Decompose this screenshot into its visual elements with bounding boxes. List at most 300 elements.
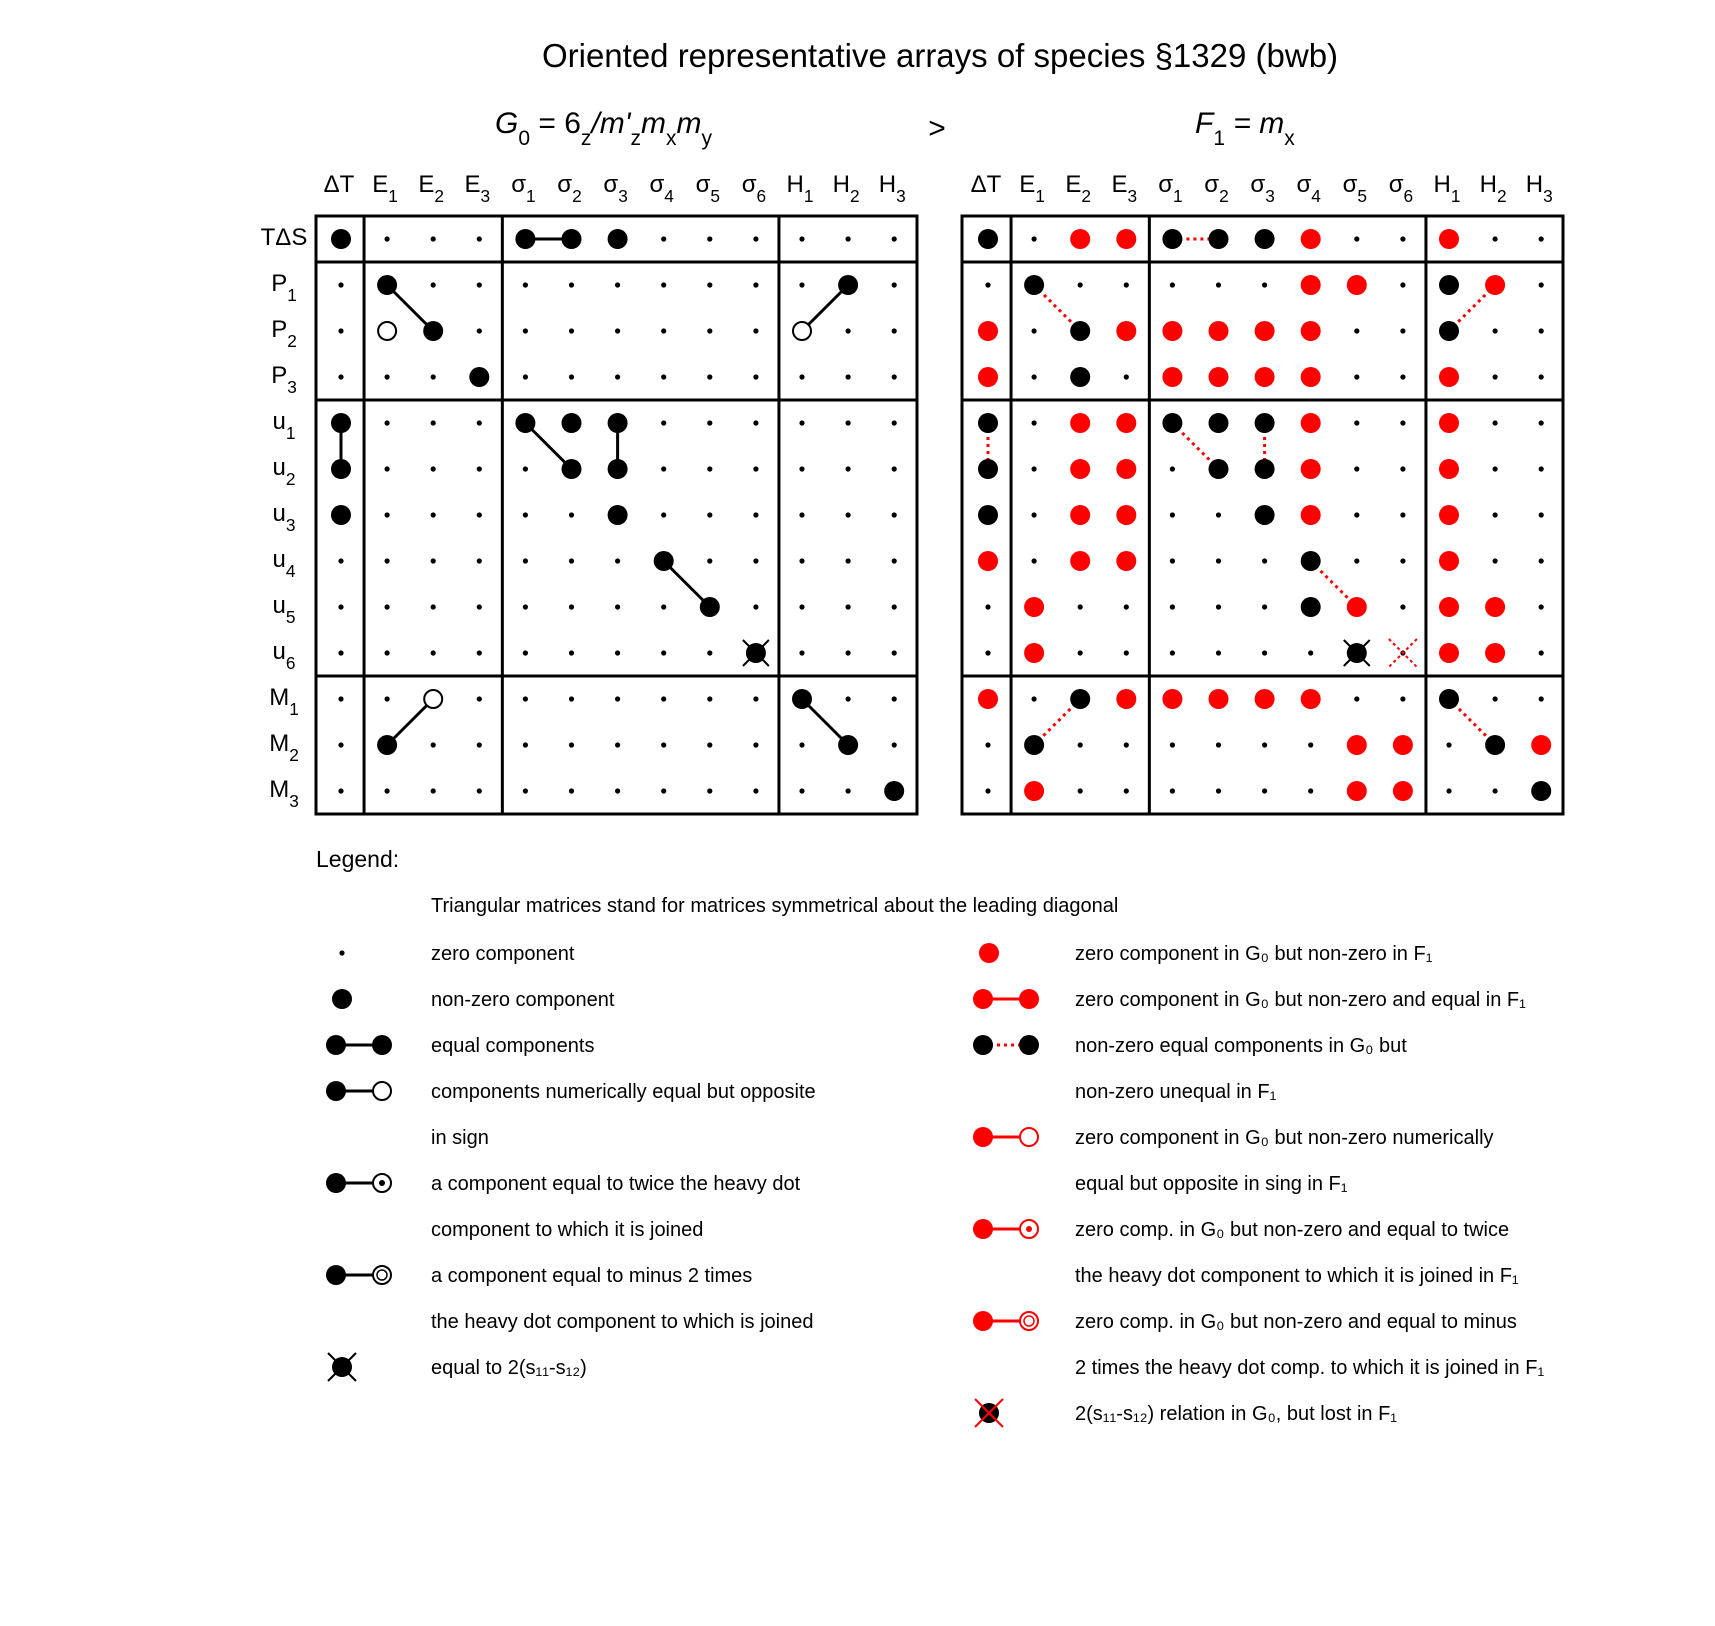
left-open-dot (378, 322, 396, 340)
legend (316, 846, 1544, 1427)
left-zero-dot (338, 604, 343, 609)
right-red-dot (1116, 459, 1136, 479)
left-zero-dot (477, 558, 482, 563)
left-zero-dot (707, 466, 712, 471)
left-nonzero-dot (331, 229, 351, 249)
right-entry-text: the heavy dot component to which it is joined in F₁ (1075, 1265, 1519, 1287)
right-red-dot (1301, 275, 1321, 295)
right-zero-dot (1400, 328, 1405, 333)
left-zero-dot (523, 788, 528, 793)
col-header-left-sub: 2 (849, 186, 860, 206)
left-zero-dot (753, 328, 758, 333)
right-red-dot (1301, 505, 1321, 525)
col-header-left-main: σ (695, 171, 711, 198)
col-header-right-main: E (1111, 171, 1128, 198)
left-nonzero-dot (838, 275, 858, 295)
left-zero-dot (661, 328, 666, 333)
left-entry-text: components numerically equal but opposite (431, 1081, 816, 1103)
left-zero-dot (569, 788, 574, 793)
left-zero-dot (799, 420, 804, 425)
left-zero-dot (753, 282, 758, 287)
left-open-dot (793, 322, 811, 340)
row-label (261, 224, 308, 251)
left-zero-dot (799, 742, 804, 747)
legend-nonzero-icon (332, 989, 352, 1009)
right-nonzero-dot (1485, 735, 1505, 755)
left-zero-dot (753, 696, 758, 701)
col-header-left (418, 171, 444, 206)
right-zero-dot (1032, 328, 1037, 333)
left-nonzero-dot (608, 413, 628, 433)
col-header-right-sub: 5 (1357, 186, 1368, 206)
left-entry-text: non-zero component (431, 989, 615, 1011)
left-zero-dot (846, 236, 851, 241)
right-red-dot (1485, 643, 1505, 663)
legend-heading: Legend: (316, 846, 400, 872)
col-header-left-main: σ (603, 171, 619, 198)
right-zero-dot (1262, 650, 1267, 655)
left-zero-dot (431, 650, 436, 655)
col-header-right (1389, 171, 1413, 206)
right-red-dot (1255, 367, 1275, 387)
left-zero-dot (707, 742, 712, 747)
right-nonzero-dot (1209, 459, 1229, 479)
col-header-left-sub: 3 (896, 186, 906, 206)
left-zero-dot (385, 420, 390, 425)
right-red-dot (1162, 321, 1182, 341)
right-red-dot (1301, 321, 1321, 341)
legend-red-twice-icon (1026, 1226, 1032, 1232)
right-zero-dot (1400, 282, 1405, 287)
col-header-left-main: H (832, 171, 850, 198)
col-header-left-main: σ (649, 171, 665, 198)
left-zero-dot (799, 466, 804, 471)
right-red-dot (1116, 505, 1136, 525)
left-zero-dot (892, 650, 897, 655)
row-label (269, 776, 299, 811)
col-header-right (1526, 171, 1553, 206)
right-red-dot (978, 689, 998, 709)
left-zero-dot (569, 282, 574, 287)
right-zero-dot (1400, 558, 1405, 563)
right-nonzero-dot (1439, 689, 1459, 709)
row-label-sub: 1 (285, 423, 296, 443)
left-zero-dot (569, 328, 574, 333)
right-red-dot (1116, 229, 1136, 249)
right-zero-dot (1539, 466, 1544, 471)
left-zero-dot (892, 466, 897, 471)
right-zero-dot (985, 742, 990, 747)
left-nonzero-dot (792, 689, 812, 709)
left-zero-dot (661, 604, 666, 609)
right-red-dot (1162, 689, 1182, 709)
row-label-main: TΔS (260, 224, 308, 251)
left-zero-dot (523, 742, 528, 747)
left-zero-dot (707, 420, 712, 425)
row-label-sub: 3 (285, 515, 296, 535)
col-header-right (1343, 171, 1367, 206)
row-label-main: M (269, 684, 290, 711)
col-header-left-sub: 3 (480, 186, 491, 206)
row-label-sub: 3 (289, 791, 299, 811)
left-zero-dot (569, 374, 574, 379)
left-zero-dot (799, 374, 804, 379)
right-red-dot (1485, 597, 1505, 617)
col-header-left-main: H (786, 171, 804, 198)
right-zero-dot (1539, 374, 1544, 379)
right-zero-dot (1078, 788, 1083, 793)
row-label-main: M (269, 776, 290, 803)
right-red-dot (1209, 689, 1229, 709)
right-red-dot (1116, 689, 1136, 709)
col-header-right-sub: 1 (1450, 186, 1461, 206)
right-zero-dot (1539, 650, 1544, 655)
right-zero-dot (1400, 466, 1405, 471)
left-zero-dot (477, 282, 482, 287)
left-zero-dot (892, 558, 897, 563)
legend-red-opposite-icon (1020, 1128, 1038, 1146)
row-label-main: u (272, 592, 286, 619)
col-header-right-sub: 3 (1127, 186, 1138, 206)
col-header-left-main: E (418, 171, 435, 198)
row-label-sub: 6 (285, 653, 296, 673)
left-entry-text: in sign (431, 1127, 489, 1149)
right-red-dot (1162, 367, 1182, 387)
left-zero-dot (338, 788, 343, 793)
right-nonzero-dot (1070, 367, 1090, 387)
col-header-right (1158, 171, 1182, 206)
legend-dotted-icon (973, 1035, 993, 1055)
left-zero-dot (846, 328, 851, 333)
right-zero-dot (1493, 328, 1498, 333)
right-zero-dot (1354, 236, 1359, 241)
left-zero-dot (615, 650, 620, 655)
right-entry-text: zero component in G₀ but non-zero and equal in F₁ (1075, 989, 1526, 1011)
left-zero-dot (431, 466, 436, 471)
left-zero-dot (661, 696, 666, 701)
col-header-left (511, 171, 535, 206)
row-label (271, 362, 297, 397)
left-zero-dot (753, 374, 758, 379)
row-label-sub: 2 (285, 469, 296, 489)
left-zero-dot (477, 328, 482, 333)
left-zero-dot (431, 788, 436, 793)
left-zero-dot (892, 696, 897, 701)
right-zero-dot (1032, 466, 1037, 471)
right-zero-dot (1354, 558, 1359, 563)
right-zero-dot (1539, 604, 1544, 609)
right-red-dot (1070, 229, 1090, 249)
left-zero-dot (338, 696, 343, 701)
col-header-right (1204, 171, 1228, 206)
right-zero-dot (1446, 788, 1451, 793)
left-zero-dot (892, 604, 897, 609)
left-zero-dot (707, 236, 712, 241)
legend-red-equal-icon (1019, 989, 1039, 1009)
left-nonzero-dot (562, 229, 582, 249)
left-zero-dot (892, 742, 897, 747)
col-header-left-sub: 4 (664, 186, 674, 206)
right-red-dot (1439, 597, 1459, 617)
right-zero-dot (1124, 742, 1129, 747)
right-nonzero-dot (1209, 413, 1229, 433)
row-label-main: u (272, 408, 286, 435)
left-zero-dot (661, 282, 666, 287)
col-header-left-sub: 2 (572, 186, 582, 206)
left-zero-dot (753, 742, 758, 747)
row-label-sub: 1 (289, 699, 299, 719)
left-zero-dot (523, 374, 528, 379)
right-zero-dot (1308, 788, 1313, 793)
right-nonzero-dot (1024, 735, 1044, 755)
col-header-left-main: σ (557, 171, 573, 198)
left-nonzero-dot (884, 781, 904, 801)
right-zero-dot (1078, 604, 1083, 609)
right-nonzero-dot (1439, 275, 1459, 295)
col-header-left (324, 171, 355, 198)
left-zero-dot (523, 558, 528, 563)
right-red-dot (1301, 229, 1321, 249)
right-zero-dot (1539, 282, 1544, 287)
right-zero-dot (1493, 374, 1498, 379)
right-zero-dot (1170, 282, 1175, 287)
row-label-sub: 1 (287, 285, 297, 305)
col-header-right-main: ΔT (970, 171, 1002, 198)
right-zero-dot (1216, 604, 1221, 609)
row-label-main: u (272, 638, 286, 665)
col-header-right-main: E (1019, 171, 1036, 198)
left-zero-dot (431, 374, 436, 379)
left-zero-dot (569, 604, 574, 609)
right-zero-dot (1354, 420, 1359, 425)
left-zero-dot (477, 696, 482, 701)
col-header-right-sub: 1 (1173, 186, 1183, 206)
col-header-left (787, 171, 814, 206)
right-zero-dot (1493, 558, 1498, 563)
col-header-right-main: E (1065, 171, 1082, 198)
row-label (271, 316, 297, 351)
row-label-sub: 2 (287, 331, 297, 351)
row-label (269, 684, 299, 719)
row-label-main: P (271, 316, 288, 343)
legend-red-equal-icon (973, 989, 993, 1009)
right-zero-dot (1032, 374, 1037, 379)
left-zero-dot (477, 650, 482, 655)
right-red-dot (1024, 643, 1044, 663)
left-nonzero-dot (423, 321, 443, 341)
left-zero-dot (661, 788, 666, 793)
left-zero-dot (569, 558, 574, 563)
left-nonzero-dot (562, 459, 582, 479)
row-label-sub: 3 (287, 377, 297, 397)
legend-twice-icon (326, 1173, 346, 1193)
right-zero-dot (1400, 512, 1405, 517)
left-zero-dot (385, 236, 390, 241)
right-zero-dot (1216, 650, 1221, 655)
col-header-right-main: σ (1388, 171, 1404, 198)
right-zero-dot (985, 282, 990, 287)
right-zero-dot (1124, 650, 1129, 655)
col-header-right-sub: 2 (1081, 186, 1092, 206)
right-zero-dot (1493, 788, 1498, 793)
right-red-dot (1024, 781, 1044, 801)
row-label (273, 546, 296, 581)
col-header-right (1480, 171, 1507, 206)
diagram-title: Oriented representative arrays of species §1329 (bwb) (541, 37, 1339, 74)
left-zero-dot (753, 466, 758, 471)
left-zero-dot (892, 512, 897, 517)
left-zero-dot (385, 604, 390, 609)
right-zero-dot (1170, 788, 1175, 793)
row-label (271, 270, 297, 305)
left-zero-dot (523, 512, 528, 517)
row-label-main: u (272, 546, 286, 573)
left-zero-dot (615, 374, 620, 379)
right-zero-dot (985, 788, 990, 793)
right-nonzero-dot (978, 413, 998, 433)
legend-twice-icon (379, 1180, 385, 1186)
legend-red-minus2-icon (1020, 1312, 1038, 1330)
left-zero-dot (753, 420, 758, 425)
right-red-dot (1393, 735, 1413, 755)
left-zero-dot (477, 788, 482, 793)
col-header-left-main: σ (511, 171, 527, 198)
col-header-right (971, 171, 1002, 198)
right-zero-dot (1400, 604, 1405, 609)
left-zero-dot (707, 696, 712, 701)
right-red-dot (1347, 275, 1367, 295)
col-header-right (1434, 171, 1461, 206)
col-header-right-main: H (1479, 171, 1497, 198)
col-header-left (372, 171, 398, 206)
col-header-left-sub: 1 (388, 186, 398, 206)
col-header-right-main: σ (1204, 171, 1220, 198)
left-nonzero-dot (608, 505, 628, 525)
left-zero-dot (477, 742, 482, 747)
col-header-left-sub: 1 (526, 186, 536, 206)
col-header-left (696, 171, 720, 206)
left-zero-dot (431, 604, 436, 609)
row-label-main: u (272, 500, 286, 527)
left-zero-dot (799, 650, 804, 655)
right-red-dot (1347, 735, 1367, 755)
left-zero-dot (707, 558, 712, 563)
left-entry-text: equal to 2(s₁₁-s₁₂) (431, 1357, 587, 1379)
col-header-right (1250, 171, 1274, 206)
left-zero-dot (615, 696, 620, 701)
left-zero-dot (846, 512, 851, 517)
left-zero-dot (385, 374, 390, 379)
left-zero-dot (385, 788, 390, 793)
left-zero-dot (661, 650, 666, 655)
right-red-dot (1116, 551, 1136, 571)
right-red-dot (1301, 367, 1321, 387)
left-nonzero-dot (608, 229, 628, 249)
left-zero-dot (707, 650, 712, 655)
right-zero-dot (1354, 328, 1359, 333)
right-red-dot (1439, 459, 1459, 479)
right-zero-dot (1262, 604, 1267, 609)
right-zero-dot (1170, 742, 1175, 747)
left-zero-dot (431, 282, 436, 287)
right-zero-dot (1078, 282, 1083, 287)
right-zero-dot (1216, 788, 1221, 793)
left-zero-dot (753, 604, 758, 609)
right-zero-dot (1539, 558, 1544, 563)
right-zero-dot (1262, 788, 1267, 793)
left-zero-dot (477, 604, 482, 609)
right-red-dot (1301, 413, 1321, 433)
left-zero-dot (707, 374, 712, 379)
left-zero-dot (707, 788, 712, 793)
col-header-right-main: σ (1342, 171, 1358, 198)
col-header-right-sub: 6 (1403, 186, 1414, 206)
right-zero-dot (1078, 650, 1083, 655)
left-zero-dot (615, 604, 620, 609)
right-zero-dot (1493, 512, 1498, 517)
row-label-sub: 2 (289, 745, 299, 765)
col-header-right-sub: 4 (1311, 186, 1321, 206)
right-zero-dot (1124, 374, 1129, 379)
right-zero-dot (1170, 512, 1175, 517)
left-zero-dot (661, 512, 666, 517)
left-zero-dot (477, 512, 482, 517)
col-header-right (1296, 171, 1321, 206)
col-header-right-main: σ (1250, 171, 1266, 198)
left-nonzero-dot (515, 413, 535, 433)
right-red-dot (1439, 229, 1459, 249)
legend-zero-icon (339, 950, 344, 955)
right-zero-dot (1493, 420, 1498, 425)
right-nonzero-dot (1301, 597, 1321, 617)
left-entry-text: a component equal to minus 2 times (431, 1265, 753, 1287)
right-zero-dot (1262, 282, 1267, 287)
right-zero-dot (1493, 696, 1498, 701)
left-zero-dot (431, 420, 436, 425)
left-zero-dot (615, 282, 620, 287)
right-zero-dot (1539, 512, 1544, 517)
col-header-left-sub: 2 (434, 186, 445, 206)
left-zero-dot (477, 466, 482, 471)
right-entry-text: zero component in G₀ but non-zero numerically (1075, 1127, 1494, 1149)
legend-red-minus2-icon (973, 1311, 993, 1331)
right-zero-dot (1400, 236, 1405, 241)
right-red-dot (978, 367, 998, 387)
left-zero-dot (892, 328, 897, 333)
right-zero-dot (985, 604, 990, 609)
left-zero-dot (338, 558, 343, 563)
right-zero-dot (1308, 742, 1313, 747)
col-header-left-main: E (372, 171, 389, 198)
left-zero-dot (431, 236, 436, 241)
col-header-right-main: σ (1296, 171, 1312, 198)
col-header-left-main: ΔT (323, 171, 355, 198)
row-label-sub: 4 (285, 561, 296, 581)
left-nonzero-dot (331, 459, 351, 479)
right-zero-dot (1032, 696, 1037, 701)
left-zero-dot (799, 236, 804, 241)
right-red-dot (1439, 367, 1459, 387)
right-nonzero-dot (1301, 551, 1321, 571)
left-zero-dot (846, 558, 851, 563)
right-zero-dot (1032, 236, 1037, 241)
row-label (273, 408, 296, 443)
left-zero-dot (799, 282, 804, 287)
right-nonzero-dot (1255, 459, 1275, 479)
col-header-left (833, 171, 860, 206)
left-zero-dot (569, 512, 574, 517)
row-label-main: P (271, 362, 288, 389)
